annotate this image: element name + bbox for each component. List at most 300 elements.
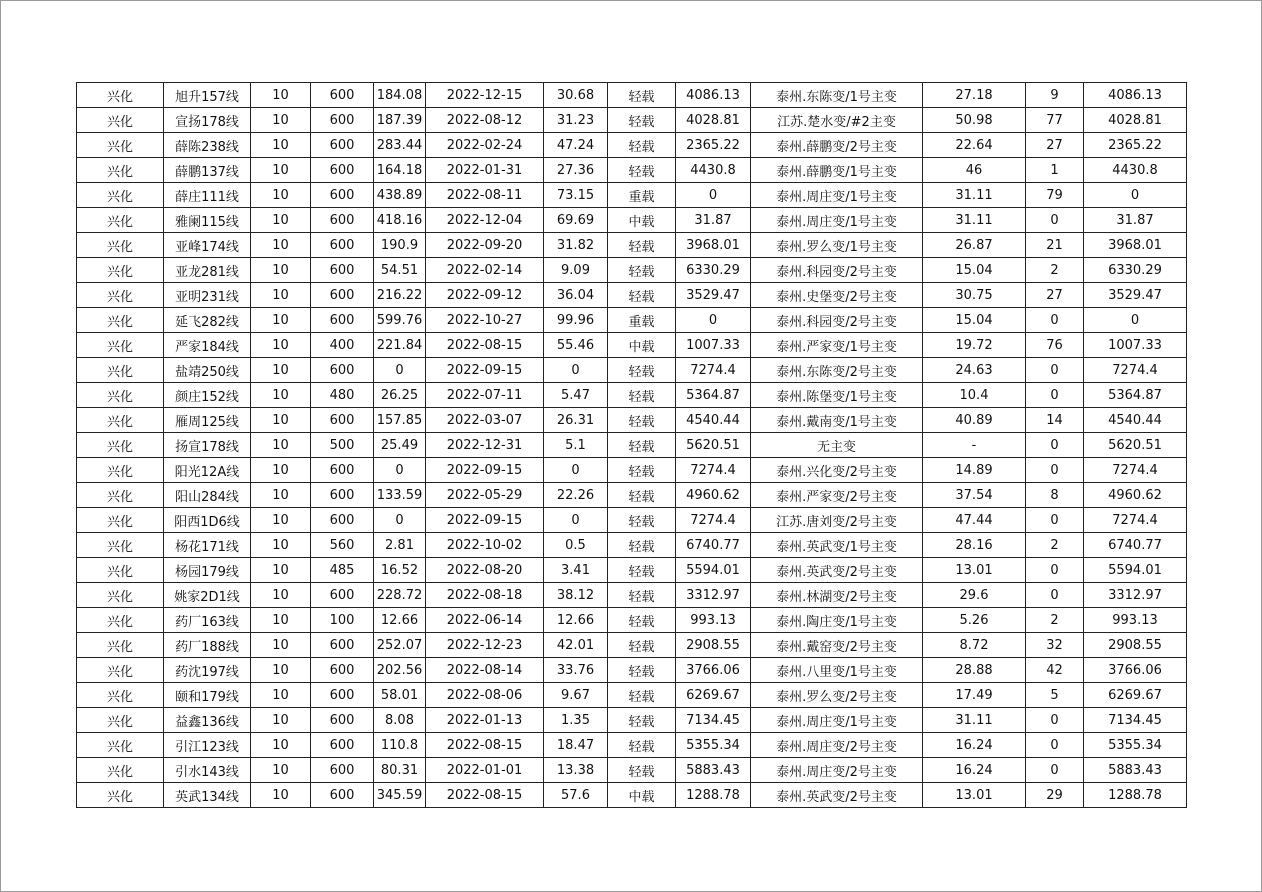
cell-rated-current: 600 — [311, 458, 374, 483]
cell-count: 2 — [1026, 258, 1084, 283]
cell-load-rate: 42.01 — [544, 633, 608, 658]
cell-load-status: 轻载 — [608, 633, 676, 658]
cell-voltage: 10 — [251, 508, 311, 533]
cell-line-name: 薛陈238线 — [164, 133, 251, 158]
cell-date: 2022-08-14 — [426, 658, 544, 683]
cell-load-rate: 1.35 — [544, 708, 608, 733]
cell-transformer-load-rate: 16.24 — [923, 733, 1026, 758]
cell-transformer-load-rate: 28.88 — [923, 658, 1026, 683]
cell-max-current: 16.52 — [374, 558, 426, 583]
cell-rated-current: 560 — [311, 533, 374, 558]
cell-region: 兴化 — [77, 783, 164, 808]
cell-transformer-load-rate: 30.75 — [923, 283, 1026, 308]
cell-available-capacity: 5620.51 — [676, 433, 751, 458]
cell-date: 2022-01-13 — [426, 708, 544, 733]
cell-transformer-load-rate: 15.04 — [923, 258, 1026, 283]
cell-remaining-capacity: 7274.4 — [1084, 358, 1187, 383]
cell-load-status: 轻载 — [608, 233, 676, 258]
cell-available-capacity: 5883.43 — [676, 758, 751, 783]
cell-rated-current: 600 — [311, 658, 374, 683]
cell-count: 0 — [1026, 208, 1084, 233]
cell-count: 29 — [1026, 783, 1084, 808]
cell-voltage: 10 — [251, 183, 311, 208]
cell-voltage: 10 — [251, 283, 311, 308]
cell-region: 兴化 — [77, 683, 164, 708]
cell-upstream-transformer: 泰州.英武变/2号主变 — [751, 783, 923, 808]
cell-remaining-capacity: 3529.47 — [1084, 283, 1187, 308]
cell-load-rate: 22.26 — [544, 483, 608, 508]
cell-date: 2022-05-29 — [426, 483, 544, 508]
cell-max-current: 8.08 — [374, 708, 426, 733]
cell-remaining-capacity: 3766.06 — [1084, 658, 1187, 683]
cell-available-capacity: 6330.29 — [676, 258, 751, 283]
table-row — [77, 383, 1187, 408]
cell-region: 兴化 — [77, 508, 164, 533]
cell-load-rate: 3.41 — [544, 558, 608, 583]
cell-voltage: 10 — [251, 708, 311, 733]
cell-rated-current: 600 — [311, 308, 374, 333]
cell-remaining-capacity: 5364.87 — [1084, 383, 1187, 408]
cell-upstream-transformer: 江苏.唐刘变/2号主变 — [751, 508, 923, 533]
cell-count: 9 — [1026, 83, 1084, 108]
table-row — [77, 783, 1187, 808]
cell-line-name: 旭升157线 — [164, 83, 251, 108]
cell-line-name: 姚家2D1线 — [164, 583, 251, 608]
cell-line-name: 宣扬178线 — [164, 108, 251, 133]
cell-line-name: 药厂188线 — [164, 633, 251, 658]
cell-region: 兴化 — [77, 533, 164, 558]
cell-available-capacity: 4028.81 — [676, 108, 751, 133]
cell-load-rate: 12.66 — [544, 608, 608, 633]
cell-load-rate: 31.82 — [544, 233, 608, 258]
cell-rated-current: 600 — [311, 583, 374, 608]
cell-voltage: 10 — [251, 258, 311, 283]
cell-line-name: 延飞282线 — [164, 308, 251, 333]
cell-available-capacity: 0 — [676, 183, 751, 208]
cell-rated-current: 600 — [311, 633, 374, 658]
cell-available-capacity: 3968.01 — [676, 233, 751, 258]
cell-remaining-capacity: 7134.45 — [1084, 708, 1187, 733]
cell-date: 2022-07-11 — [426, 383, 544, 408]
cell-date: 2022-01-31 — [426, 158, 544, 183]
cell-load-rate: 57.6 — [544, 783, 608, 808]
cell-remaining-capacity: 4430.8 — [1084, 158, 1187, 183]
cell-available-capacity: 1288.78 — [676, 783, 751, 808]
cell-upstream-transformer: 泰州.薛鹏变/1号主变 — [751, 158, 923, 183]
cell-rated-current: 600 — [311, 508, 374, 533]
cell-voltage: 10 — [251, 483, 311, 508]
cell-load-status: 轻载 — [608, 433, 676, 458]
cell-upstream-transformer: 泰州.陶庄变/1号主变 — [751, 608, 923, 633]
cell-rated-current: 600 — [311, 683, 374, 708]
cell-max-current: 110.8 — [374, 733, 426, 758]
cell-transformer-load-rate: 13.01 — [923, 783, 1026, 808]
cell-region: 兴化 — [77, 183, 164, 208]
cell-voltage: 10 — [251, 158, 311, 183]
cell-remaining-capacity: 4028.81 — [1084, 108, 1187, 133]
cell-count: 21 — [1026, 233, 1084, 258]
cell-remaining-capacity: 6740.77 — [1084, 533, 1187, 558]
cell-count: 0 — [1026, 508, 1084, 533]
cell-transformer-load-rate: 31.11 — [923, 708, 1026, 733]
cell-rated-current: 600 — [311, 258, 374, 283]
cell-available-capacity: 5364.87 — [676, 383, 751, 408]
cell-upstream-transformer: 泰州.兴化变/2号主变 — [751, 458, 923, 483]
cell-load-status: 重载 — [608, 183, 676, 208]
cell-date: 2022-12-15 — [426, 83, 544, 108]
cell-voltage: 10 — [251, 533, 311, 558]
cell-date: 2022-03-07 — [426, 408, 544, 433]
cell-remaining-capacity: 5594.01 — [1084, 558, 1187, 583]
cell-voltage: 10 — [251, 133, 311, 158]
cell-region: 兴化 — [77, 233, 164, 258]
cell-max-current: 221.84 — [374, 333, 426, 358]
cell-region: 兴化 — [77, 83, 164, 108]
cell-upstream-transformer: 江苏.楚水变/#2主变 — [751, 108, 923, 133]
cell-load-rate: 0 — [544, 358, 608, 383]
cell-remaining-capacity: 6330.29 — [1084, 258, 1187, 283]
cell-load-rate: 36.04 — [544, 283, 608, 308]
cell-upstream-transformer: 泰州.罗么变/1号主变 — [751, 233, 923, 258]
cell-available-capacity: 1007.33 — [676, 333, 751, 358]
cell-load-status: 轻载 — [608, 558, 676, 583]
cell-voltage: 10 — [251, 333, 311, 358]
cell-upstream-transformer: 泰州.史堡变/2号主变 — [751, 283, 923, 308]
cell-max-current: 283.44 — [374, 133, 426, 158]
cell-date: 2022-10-02 — [426, 533, 544, 558]
cell-count: 0 — [1026, 758, 1084, 783]
cell-upstream-transformer: 泰州.陈堡变/1号主变 — [751, 383, 923, 408]
cell-rated-current: 600 — [311, 708, 374, 733]
cell-count: 2 — [1026, 608, 1084, 633]
table-row — [77, 83, 1187, 108]
cell-rated-current: 600 — [311, 83, 374, 108]
cell-count: 79 — [1026, 183, 1084, 208]
cell-count: 0 — [1026, 708, 1084, 733]
cell-upstream-transformer: 泰州.周庄变/2号主变 — [751, 733, 923, 758]
cell-region: 兴化 — [77, 408, 164, 433]
cell-load-status: 轻载 — [608, 758, 676, 783]
cell-available-capacity: 993.13 — [676, 608, 751, 633]
cell-voltage: 10 — [251, 408, 311, 433]
cell-load-status: 轻载 — [608, 458, 676, 483]
cell-region: 兴化 — [77, 583, 164, 608]
cell-region: 兴化 — [77, 433, 164, 458]
cell-transformer-load-rate: 46 — [923, 158, 1026, 183]
cell-load-rate: 0 — [544, 458, 608, 483]
cell-available-capacity: 6740.77 — [676, 533, 751, 558]
cell-load-status: 轻载 — [608, 533, 676, 558]
cell-load-rate: 33.76 — [544, 658, 608, 683]
cell-transformer-load-rate: 22.64 — [923, 133, 1026, 158]
cell-rated-current: 600 — [311, 208, 374, 233]
table-row — [77, 133, 1187, 158]
cell-available-capacity: 7274.4 — [676, 458, 751, 483]
cell-region: 兴化 — [77, 708, 164, 733]
cell-line-name: 亚明231线 — [164, 283, 251, 308]
table-row — [77, 308, 1187, 333]
cell-upstream-transformer: 泰州.周庄变/1号主变 — [751, 183, 923, 208]
cell-line-name: 薛庄111线 — [164, 183, 251, 208]
cell-available-capacity: 6269.67 — [676, 683, 751, 708]
cell-upstream-transformer: 泰州.周庄变/2号主变 — [751, 758, 923, 783]
cell-load-rate: 99.96 — [544, 308, 608, 333]
cell-available-capacity: 4540.44 — [676, 408, 751, 433]
cell-region: 兴化 — [77, 758, 164, 783]
cell-remaining-capacity: 2908.55 — [1084, 633, 1187, 658]
cell-voltage: 10 — [251, 633, 311, 658]
cell-region: 兴化 — [77, 283, 164, 308]
cell-rated-current: 600 — [311, 358, 374, 383]
cell-upstream-transformer: 泰州.严家变/2号主变 — [751, 483, 923, 508]
cell-rated-current: 600 — [311, 158, 374, 183]
cell-date: 2022-08-18 — [426, 583, 544, 608]
cell-date: 2022-12-31 — [426, 433, 544, 458]
cell-load-status: 轻载 — [608, 108, 676, 133]
cell-count: 0 — [1026, 733, 1084, 758]
cell-load-status: 轻载 — [608, 733, 676, 758]
table-row — [77, 533, 1187, 558]
cell-load-status: 轻载 — [608, 683, 676, 708]
cell-upstream-transformer: 泰州.英武变/2号主变 — [751, 558, 923, 583]
cell-remaining-capacity: 7274.4 — [1084, 508, 1187, 533]
cell-transformer-load-rate: 8.72 — [923, 633, 1026, 658]
cell-available-capacity: 4430.8 — [676, 158, 751, 183]
cell-max-current: 54.51 — [374, 258, 426, 283]
table-row — [77, 183, 1187, 208]
cell-max-current: 599.76 — [374, 308, 426, 333]
cell-load-status: 中载 — [608, 783, 676, 808]
cell-load-rate: 30.68 — [544, 83, 608, 108]
cell-max-current: 80.31 — [374, 758, 426, 783]
cell-line-name: 引江123线 — [164, 733, 251, 758]
cell-line-name: 薛鹏137线 — [164, 158, 251, 183]
cell-region: 兴化 — [77, 308, 164, 333]
cell-max-current: 133.59 — [374, 483, 426, 508]
cell-transformer-load-rate: 31.11 — [923, 208, 1026, 233]
cell-load-status: 轻载 — [608, 258, 676, 283]
cell-rated-current: 600 — [311, 783, 374, 808]
cell-line-name: 阳光12A线 — [164, 458, 251, 483]
cell-date: 2022-08-20 — [426, 558, 544, 583]
cell-load-status: 轻载 — [608, 658, 676, 683]
cell-available-capacity: 7274.4 — [676, 358, 751, 383]
cell-line-name: 阳西1D6线 — [164, 508, 251, 533]
cell-max-current: 202.56 — [374, 658, 426, 683]
cell-upstream-transformer: 泰州.周庄变/1号主变 — [751, 208, 923, 233]
cell-line-name: 亚峰174线 — [164, 233, 251, 258]
cell-count: 1 — [1026, 158, 1084, 183]
cell-load-status: 轻载 — [608, 483, 676, 508]
cell-line-name: 英武134线 — [164, 783, 251, 808]
cell-transformer-load-rate: 15.04 — [923, 308, 1026, 333]
cell-count: 0 — [1026, 458, 1084, 483]
cell-date: 2022-08-11 — [426, 183, 544, 208]
cell-transformer-load-rate: 40.89 — [923, 408, 1026, 433]
cell-line-name: 杨花171线 — [164, 533, 251, 558]
cell-line-name: 盐靖250线 — [164, 358, 251, 383]
cell-rated-current: 485 — [311, 558, 374, 583]
cell-rated-current: 100 — [311, 608, 374, 633]
cell-transformer-load-rate: 27.18 — [923, 83, 1026, 108]
cell-load-status: 中载 — [608, 208, 676, 233]
cell-available-capacity: 5594.01 — [676, 558, 751, 583]
cell-transformer-load-rate: 26.87 — [923, 233, 1026, 258]
cell-max-current: 190.9 — [374, 233, 426, 258]
cell-count: 42 — [1026, 658, 1084, 683]
cell-load-status: 轻载 — [608, 158, 676, 183]
cell-date: 2022-09-20 — [426, 233, 544, 258]
cell-region: 兴化 — [77, 733, 164, 758]
cell-upstream-transformer: 泰州.戴南变/1号主变 — [751, 408, 923, 433]
table-row — [77, 333, 1187, 358]
table-row — [77, 158, 1187, 183]
cell-max-current: 228.72 — [374, 583, 426, 608]
cell-line-name: 雅阑115线 — [164, 208, 251, 233]
cell-date: 2022-09-15 — [426, 508, 544, 533]
cell-region: 兴化 — [77, 158, 164, 183]
table-row — [77, 733, 1187, 758]
cell-available-capacity: 3529.47 — [676, 283, 751, 308]
cell-region: 兴化 — [77, 358, 164, 383]
cell-remaining-capacity: 31.87 — [1084, 208, 1187, 233]
cell-max-current: 0 — [374, 358, 426, 383]
cell-date: 2022-09-15 — [426, 358, 544, 383]
cell-rated-current: 600 — [311, 233, 374, 258]
cell-count: 0 — [1026, 358, 1084, 383]
cell-rated-current: 600 — [311, 283, 374, 308]
table-row — [77, 683, 1187, 708]
cell-transformer-load-rate: 47.44 — [923, 508, 1026, 533]
cell-max-current: 12.66 — [374, 608, 426, 633]
cell-remaining-capacity: 5355.34 — [1084, 733, 1187, 758]
cell-load-rate: 31.23 — [544, 108, 608, 133]
cell-transformer-load-rate: 19.72 — [923, 333, 1026, 358]
cell-line-name: 药沈197线 — [164, 658, 251, 683]
table-row — [77, 708, 1187, 733]
cell-transformer-load-rate: - — [923, 433, 1026, 458]
cell-load-rate: 5.47 — [544, 383, 608, 408]
cell-region: 兴化 — [77, 208, 164, 233]
cell-transformer-load-rate: 50.98 — [923, 108, 1026, 133]
cell-max-current: 26.25 — [374, 383, 426, 408]
cell-load-rate: 47.24 — [544, 133, 608, 158]
cell-load-rate: 13.38 — [544, 758, 608, 783]
cell-remaining-capacity: 993.13 — [1084, 608, 1187, 633]
cell-max-current: 418.16 — [374, 208, 426, 233]
cell-transformer-load-rate: 37.54 — [923, 483, 1026, 508]
cell-remaining-capacity: 4540.44 — [1084, 408, 1187, 433]
cell-voltage: 10 — [251, 233, 311, 258]
cell-transformer-load-rate: 14.89 — [923, 458, 1026, 483]
cell-rated-current: 500 — [311, 433, 374, 458]
table-row — [77, 508, 1187, 533]
feeder-load-table — [76, 82, 1187, 808]
cell-remaining-capacity: 1007.33 — [1084, 333, 1187, 358]
cell-voltage: 10 — [251, 583, 311, 608]
cell-load-rate: 0.5 — [544, 533, 608, 558]
cell-voltage: 10 — [251, 658, 311, 683]
cell-load-status: 轻载 — [608, 83, 676, 108]
cell-upstream-transformer: 泰州.薛鹏变/2号主变 — [751, 133, 923, 158]
cell-voltage: 10 — [251, 608, 311, 633]
cell-region: 兴化 — [77, 608, 164, 633]
cell-voltage: 10 — [251, 308, 311, 333]
cell-remaining-capacity: 2365.22 — [1084, 133, 1187, 158]
cell-line-name: 雁周125线 — [164, 408, 251, 433]
cell-max-current: 0 — [374, 458, 426, 483]
cell-date: 2022-12-04 — [426, 208, 544, 233]
cell-rated-current: 400 — [311, 333, 374, 358]
cell-rated-current: 600 — [311, 758, 374, 783]
cell-voltage: 10 — [251, 733, 311, 758]
cell-remaining-capacity: 0 — [1084, 183, 1187, 208]
cell-upstream-transformer: 泰州.东陈变/2号主变 — [751, 358, 923, 383]
cell-transformer-load-rate: 29.6 — [923, 583, 1026, 608]
cell-load-status: 轻载 — [608, 133, 676, 158]
cell-line-name: 引水143线 — [164, 758, 251, 783]
cell-rated-current: 480 — [311, 383, 374, 408]
cell-date: 2022-12-23 — [426, 633, 544, 658]
cell-line-name: 严家184线 — [164, 333, 251, 358]
cell-available-capacity: 3312.97 — [676, 583, 751, 608]
table-row — [77, 558, 1187, 583]
cell-available-capacity: 7134.45 — [676, 708, 751, 733]
table-row — [77, 483, 1187, 508]
cell-upstream-transformer: 泰州.东陈变/1号主变 — [751, 83, 923, 108]
cell-rated-current: 600 — [311, 483, 374, 508]
cell-region: 兴化 — [77, 333, 164, 358]
cell-available-capacity: 2908.55 — [676, 633, 751, 658]
cell-upstream-transformer: 泰州.八里变/1号主变 — [751, 658, 923, 683]
cell-count: 77 — [1026, 108, 1084, 133]
cell-max-current: 58.01 — [374, 683, 426, 708]
table-row — [77, 633, 1187, 658]
cell-voltage: 10 — [251, 208, 311, 233]
cell-line-name: 颐和179线 — [164, 683, 251, 708]
cell-region: 兴化 — [77, 633, 164, 658]
cell-load-status: 轻载 — [608, 408, 676, 433]
cell-date: 2022-08-06 — [426, 683, 544, 708]
cell-rated-current: 600 — [311, 108, 374, 133]
cell-count: 14 — [1026, 408, 1084, 433]
cell-upstream-transformer: 泰州.周庄变/1号主变 — [751, 708, 923, 733]
cell-max-current: 184.08 — [374, 83, 426, 108]
cell-max-current: 345.59 — [374, 783, 426, 808]
cell-date: 2022-08-15 — [426, 333, 544, 358]
cell-rated-current: 600 — [311, 183, 374, 208]
cell-max-current: 157.85 — [374, 408, 426, 433]
table-row — [77, 208, 1187, 233]
cell-region: 兴化 — [77, 108, 164, 133]
cell-line-name: 扬宣178线 — [164, 433, 251, 458]
cell-count: 8 — [1026, 483, 1084, 508]
cell-rated-current: 600 — [311, 733, 374, 758]
cell-transformer-load-rate: 31.11 — [923, 183, 1026, 208]
cell-transformer-load-rate: 13.01 — [923, 558, 1026, 583]
cell-line-name: 药厂163线 — [164, 608, 251, 633]
cell-available-capacity: 0 — [676, 308, 751, 333]
cell-transformer-load-rate: 24.63 — [923, 358, 1026, 383]
cell-voltage: 10 — [251, 758, 311, 783]
cell-transformer-load-rate: 10.4 — [923, 383, 1026, 408]
cell-voltage: 10 — [251, 108, 311, 133]
cell-max-current: 216.22 — [374, 283, 426, 308]
cell-rated-current: 600 — [311, 133, 374, 158]
cell-remaining-capacity: 0 — [1084, 308, 1187, 333]
cell-max-current: 164.18 — [374, 158, 426, 183]
cell-remaining-capacity: 5620.51 — [1084, 433, 1187, 458]
